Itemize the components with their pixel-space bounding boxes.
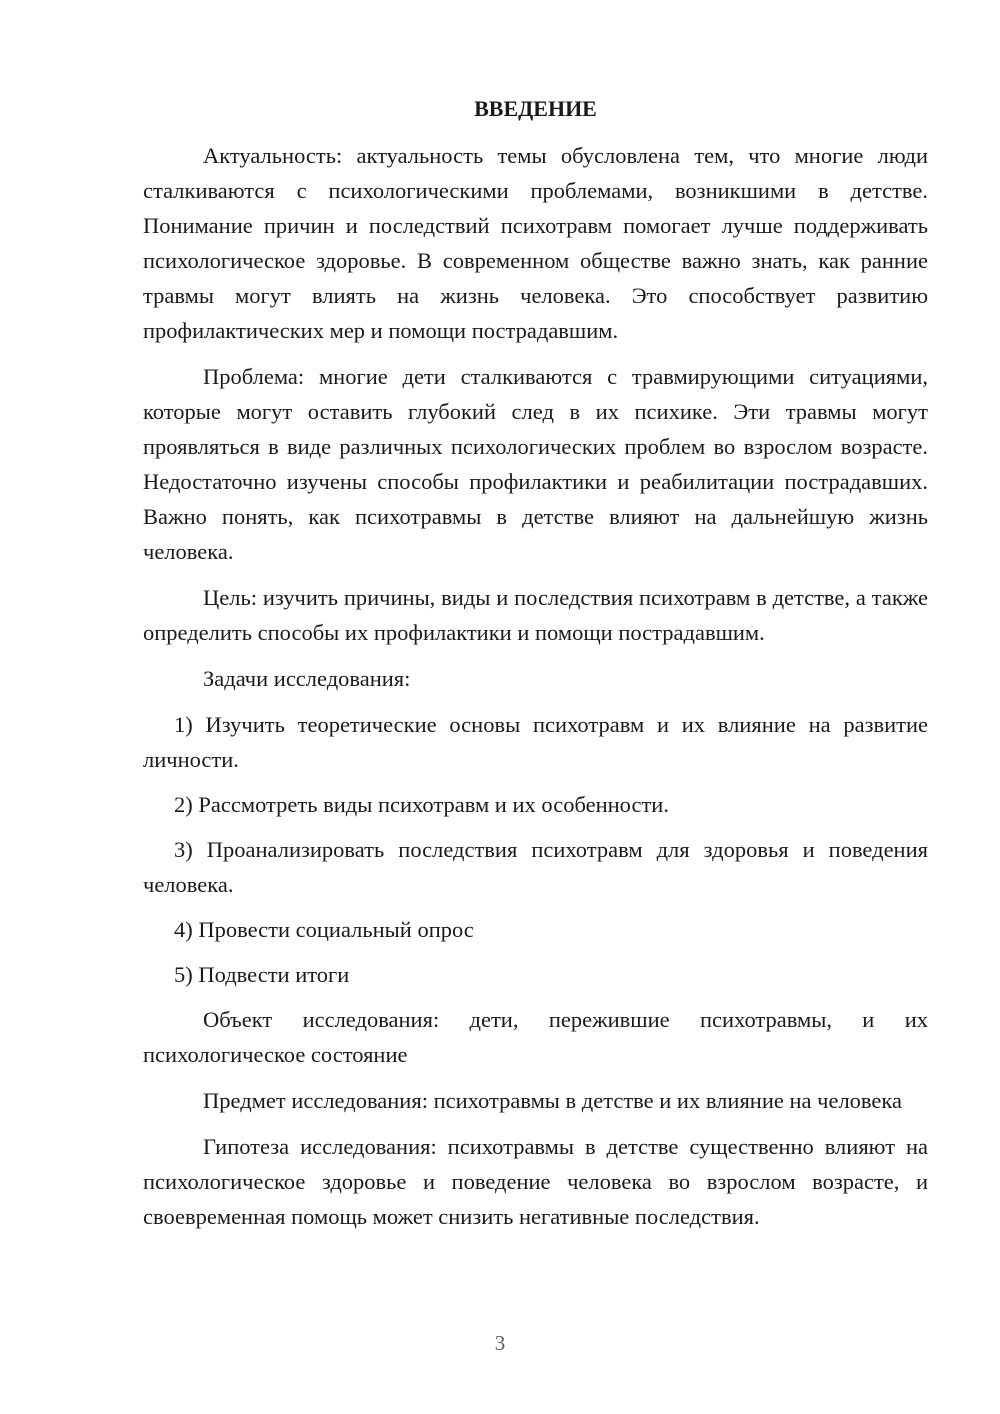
- task-item: 4) Провести социальный опрос: [174, 917, 474, 942]
- object-paragraph: Объект исследования: дети, пережившие психотравмы, и их психологическое состояние: [143, 1007, 928, 1067]
- goal-paragraph: Цель: изучить причины, виды и последствия психотравм в детстве, а также определить способы их профилактики и помощи пострадавшим.: [143, 585, 928, 645]
- task-item: 2) Рассмотреть виды психотравм и их особенности.: [174, 792, 669, 817]
- relevance-paragraph: Актуальность: актуальность темы обусловлена тем, что многие люди сталкиваются с психологическими проблемами, возникшими в детстве. Понимание причин и последствий психотравм помогает лучше поддерживать психологическое здоровье. В современном обществе важно знать, как ранние травмы могут влиять на жизнь человека. Это способствует развитию профилактических мер и помощи пострадавшим.: [143, 143, 928, 343]
- tasks-list: [143, 707, 928, 992]
- document-page: [143, 92, 928, 1245]
- task-item: 1) Изучить теоретические основы психотравм и их влияние на развитие личности.: [143, 712, 928, 772]
- hypothesis-paragraph: Гипотеза исследования: психотравмы в детстве существенно влияют на психологическое здоровье и поведение человека во взрослом возрасте, и своевременная помощь может снизить негативные последствия.: [143, 1134, 928, 1229]
- subject-paragraph: Предмет исследования: психотравмы в детстве и их влияние на человека: [203, 1088, 902, 1113]
- task-item: 3) Проанализировать последствия психотравм для здоровья и поведения человека.: [143, 837, 928, 897]
- page-number: 3: [494, 1331, 506, 1355]
- problem-paragraph: Проблема: многие дети сталкиваются с травмирующими ситуациями, которые могут оставить глубокий след в их психике. Эти травмы могут проявляться в виде различных психологических проблем во взрослом возрасте. Недостаточно изучены способы профилактики и реабилитации пострадавших. Важно понять, как психотравмы в детстве влияют на дальнейшую жизнь человека.: [143, 364, 928, 564]
- task-item: 5) Подвести итоги: [174, 962, 350, 987]
- tasks-heading: Задачи исследования:: [203, 666, 411, 691]
- section-title: ВВЕДЕНИЕ: [474, 96, 597, 121]
